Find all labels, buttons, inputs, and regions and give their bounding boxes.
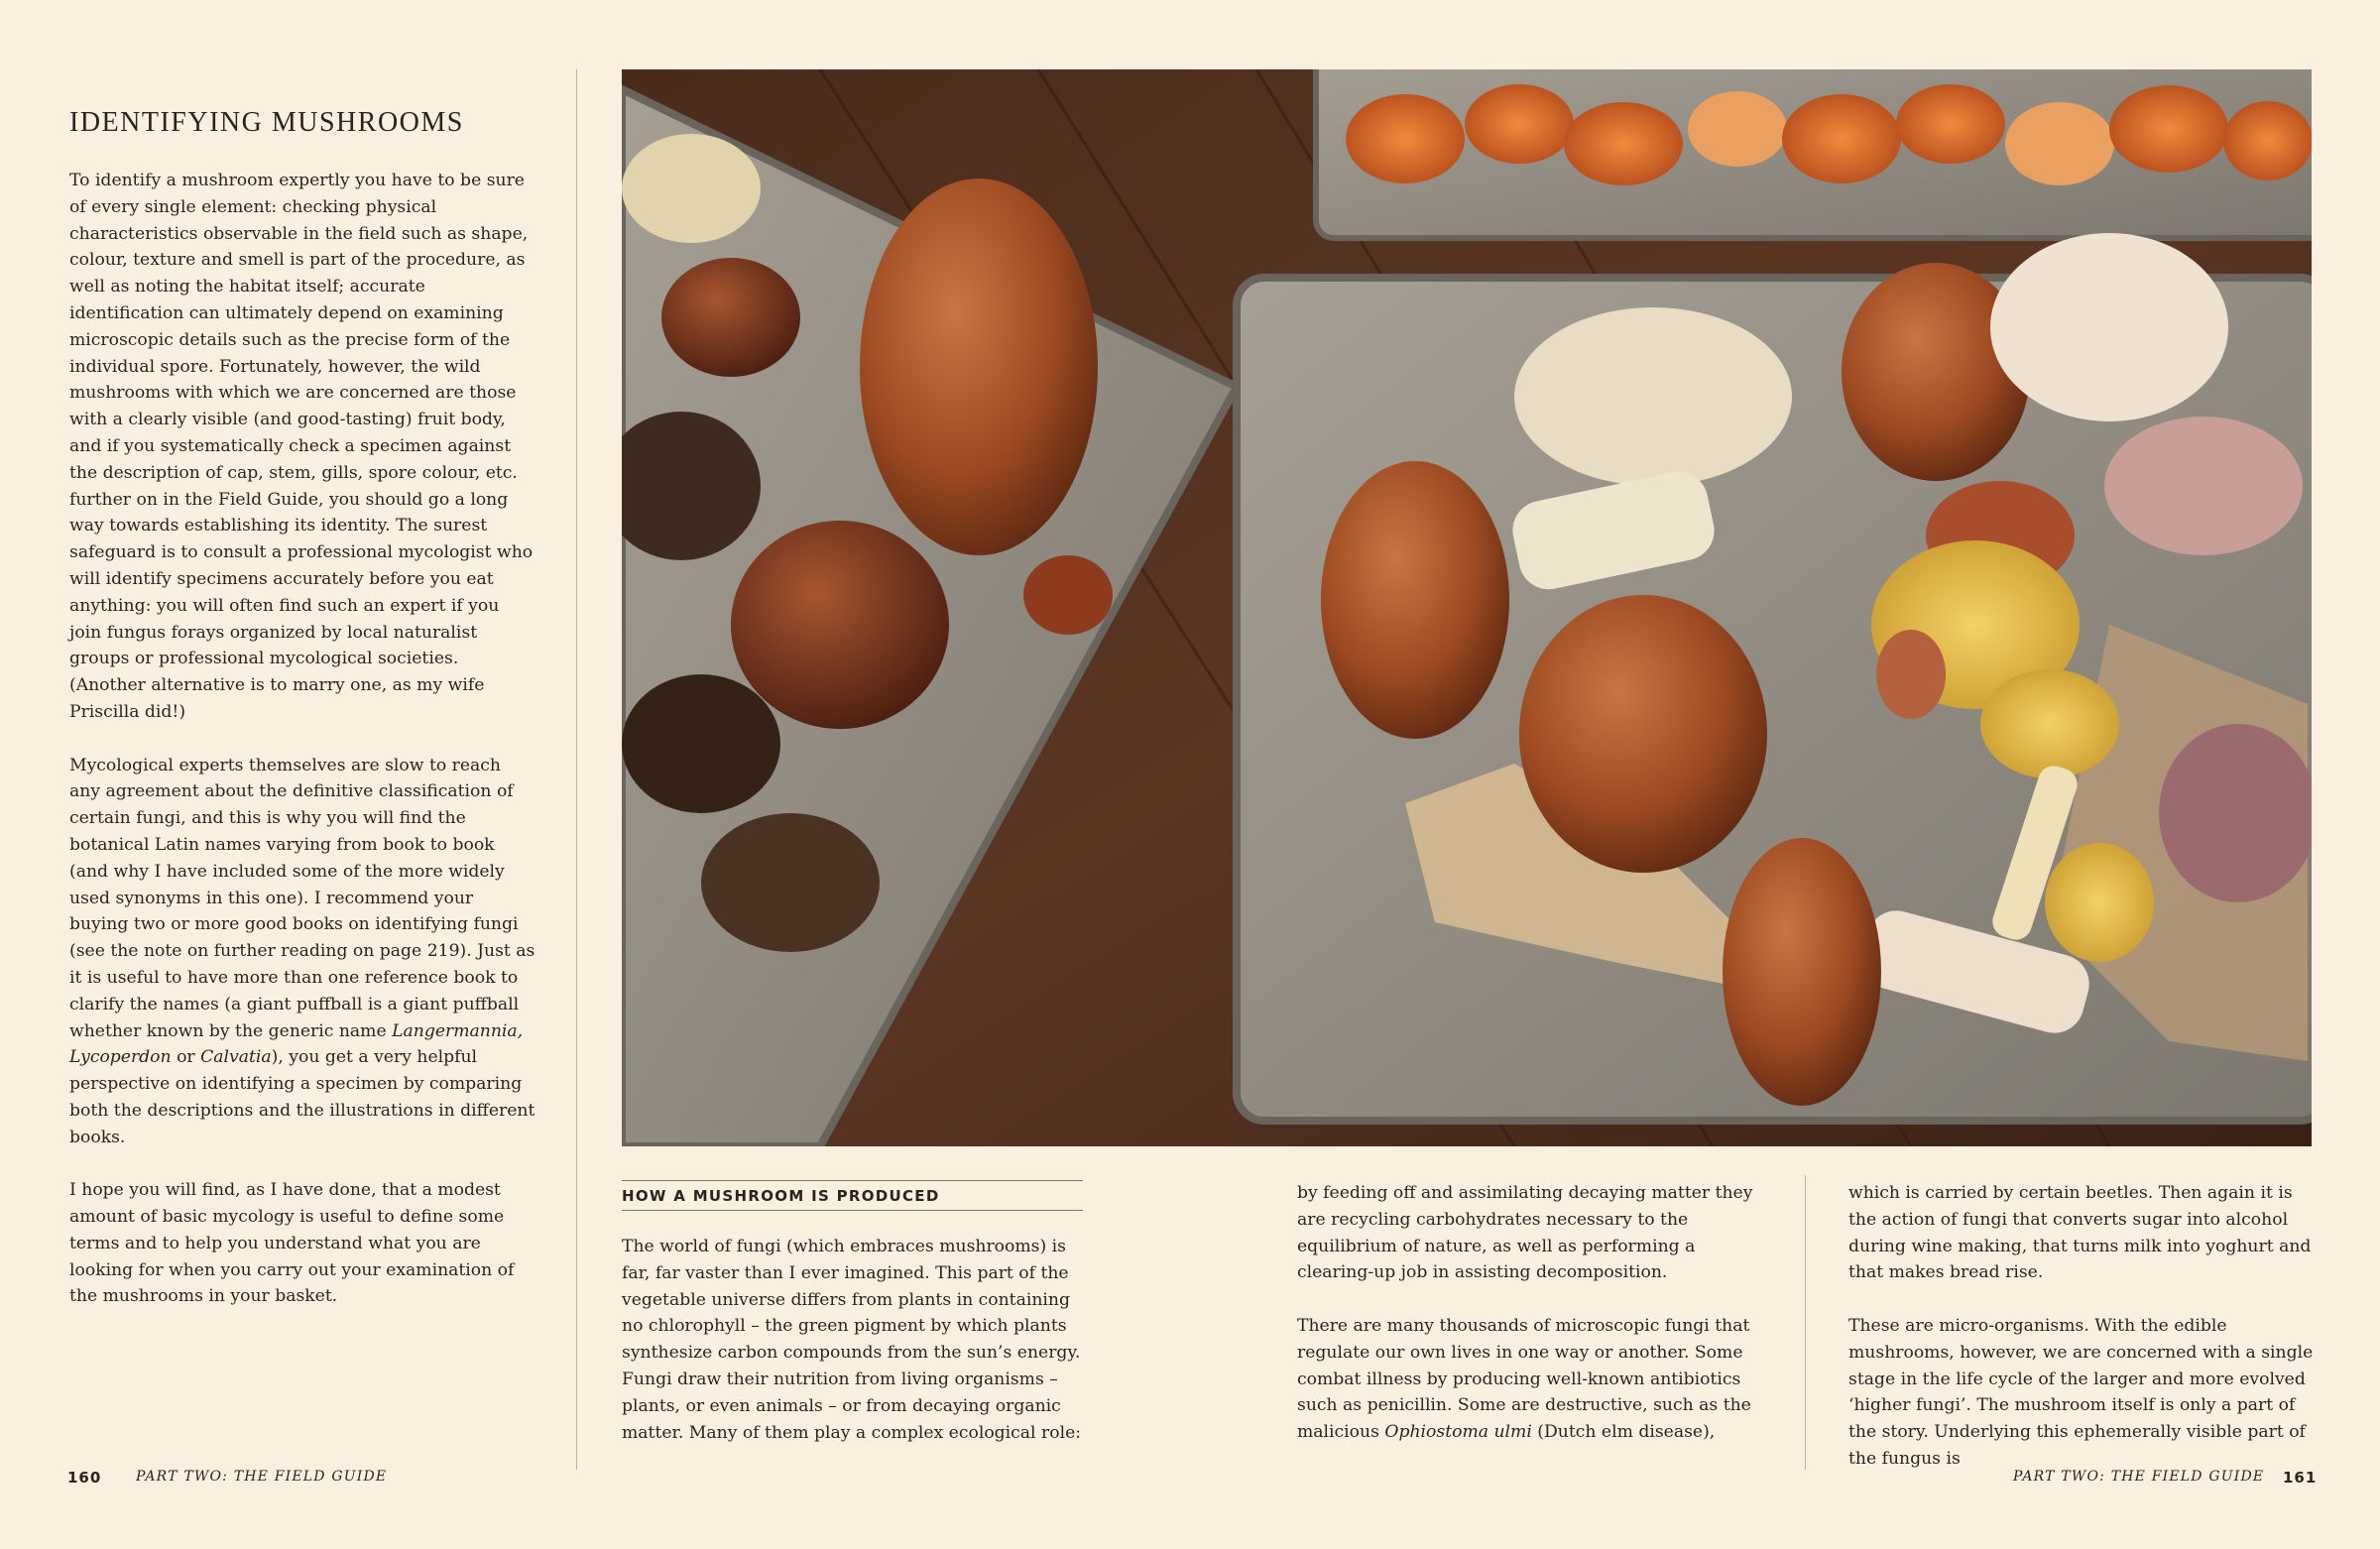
column-divider-right	[1805, 1175, 1806, 1470]
right-column-2	[1297, 1180, 1768, 1473]
page-number-left: 160	[67, 1469, 102, 1487]
column-1-paragraph: The world of fungi (which embraces mushrooms) is far, far vaster than I ever imagined. This part of the vegetable universe differs from plants in containing no chlorophyll – the green pigment by which plants synthesize carbon compounds from the sun’s energy. Fungi draw their nutrition from living organisms – plants, or even animals – or from decaying organic matter. Many of them play a complex ecological role:	[622, 1237, 1082, 1443]
column-3-paragraph-2: These are micro-organisms. With the edible mushrooms, however, we are concerned with a single stage in the life cycle of the larger and more evolved ‘higher fungi’. The mushroom itself is only a part of the story. Underlying this ephemerally visible part of the fungus is	[1848, 1315, 2314, 1469]
section-heading: HOW A MUSHROOM IS PRODUCED	[622, 1180, 1083, 1211]
page-number-right: 161	[2283, 1469, 2318, 1487]
left-body-text	[69, 168, 536, 1337]
running-head-right: PART TWO: THE FIELD GUIDE	[2013, 1469, 2265, 1485]
column-2-paragraph-1: by feeding off and assimilating decaying matter they are recycling carbohydrates necessary to the equilibrium of nature, as well as performing a clearing-up job in assisting decomposition.	[1297, 1183, 1753, 1283]
paragraph-3: I hope you will find, as I have done, that a modest amount of basic mycology is useful to define some terms and to help you understand what you are looking for when you carry out your examination of the mushrooms in your basket.	[69, 1180, 515, 1307]
column-3-paragraph-1: which is carried by certain beetles. Then again it is the action of fungi that converts sugar into alcohol during wine making, that turns milk into yoghurt and that makes bread rise.	[1848, 1183, 2312, 1283]
column-divider-left	[576, 69, 577, 1470]
running-head-left: PART TWO: THE FIELD GUIDE	[136, 1469, 388, 1485]
paragraph-1: To identify a mushroom expertly you have to be sure of every single element: checking physical characteristics observable in the field such as shape, colour, texture and smell is part of the procedure, as well as noting the habitat itself; accurate identification can ultimately depend on examining microscopic details such as the precise form of the individual spore. Fortunately, however, the wild mushrooms with which we are concerned are those with a clearly visible (and good-tasting) fruit body, and if you systematically check a specimen against the description of cap, stem, gills, spore colour, etc. further on in the Field Guide, you should go a long way towards establishing its identity. The surest safeguard is to consult a professional mycologist who will identify specimens accurately before you eat anything: you will often find such an expert if you join fungus forays organized by local naturalist groups or professional mycological societies. (Another alternative is to marry one, as my wife Priscilla did!)	[69, 171, 534, 722]
paragraph-2: Mycological experts themselves are slow to reach any agreement about the definitive classification of certain fungi, and this is why you will find the botanical Latin names varying from book to book (and why I have included some of the more widely used synonyms in this one). I recommend your buying two or more good books on identifying fungi (see the note on further reading on page 219). Just as it is useful to have more than one reference book to clarify the names (a giant puffball is a giant puffball whether known by the generic name Langermannia, Lycoperdon or Calvatia), you get a very helpful perspective on identifying a specimen by comparing both the descriptions and the illustrations in different books.	[69, 755, 536, 1147]
right-column-1	[622, 1234, 1083, 1473]
column-2-paragraph-2: There are many thousands of microscopic fungi that regulate our own lives in one way or another. Some combat illness by producing well-known antibiotics such as penicillin. Some are destructive, such as the malicious Ophiostoma ulmi (Dutch elm disease),	[1297, 1315, 1751, 1443]
mushroom-trays-photo	[622, 69, 2312, 1146]
right-column-3	[1848, 1180, 2318, 1499]
page-title: IDENTIFYING MUSHROOMS	[69, 107, 464, 138]
